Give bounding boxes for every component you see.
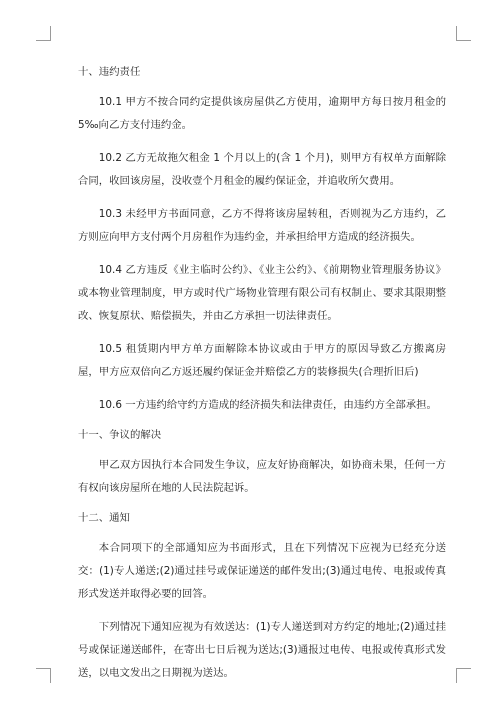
crop-mark-top-left bbox=[36, 26, 51, 41]
notice-paragraph-2: 下列情况下通知应视为有效送达：(1)专人递送到对方约定的地址;(2)通过挂号或保证递送邮件，在寄出七日后视为送达;(3)通报过电传、电报或传真形式发送，以电文发出之日期视为送达。 bbox=[78, 621, 446, 679]
section-heading-breach: 十、违约责任 bbox=[78, 66, 141, 78]
section-heading-dispute: 十一、争议的解决 bbox=[78, 429, 162, 441]
section-heading-notice: 十二、通知 bbox=[78, 512, 130, 524]
clause-10-2: 10.2 乙方无故拖欠租金 1 个月以上的(含 1 个月)，则甲方有权单方面解除合同，收回该房屋，没收壹个月租金的履约保证金，并追收所欠费用。 bbox=[78, 152, 446, 187]
clause-10-1: 10.1 甲方不按合同约定提供该房屋供乙方使用，逾期甲方每日按月租金的 5‰向乙方支付违约金。 bbox=[78, 96, 446, 131]
clause-10-6: 10.6 一方违约给守约方造成的经济损失和法律责任，由违约方全部承担。 bbox=[98, 399, 437, 411]
clause-10-4: 10.4 乙方违反《业主临时公约》、《业主公约》、《前期物业管理服务协议》或本物业管理制度，甲方或时代广场物业管理有限公司有权制止、要求其限期整改、恢复原状、赔偿损失，并由乙方承担一切法律责任。 bbox=[78, 264, 446, 322]
crop-mark-bottom-right bbox=[456, 668, 471, 683]
clause-10-5: 10.5 租赁期内甲方单方面解除本协议或由于甲方的原因导致乙方搬离房屋，甲方应双倍向乙方返还履约保证金并赔偿乙方的装修损失(合理折旧后) bbox=[78, 343, 446, 378]
clause-10-3: 10.3 未经甲方书面同意，乙方不得将该房屋转租，否则视为乙方违约，乙方则应向甲方支付两个月房租作为违约金，并承担给甲方造成的经济损失。 bbox=[78, 208, 446, 243]
crop-mark-top-right bbox=[456, 26, 471, 41]
dispute-paragraph: 甲乙双方因执行本合同发生争议，应友好协商解决，如协商未果，任何一方有权向该房屋所在地的人民法院起诉。 bbox=[78, 459, 446, 494]
notice-paragraph-1: 本合同项下的全部通知应为书面形式，且在下列情况下应视为已经充分送交：(1)专人递送;(2)通过挂号或保证递送的邮件发出;(3)通过电传、电报或传真形式发送并取得必要的回答。 bbox=[78, 542, 446, 600]
document-body bbox=[78, 64, 446, 695]
crop-mark-bottom-left bbox=[36, 668, 51, 683]
